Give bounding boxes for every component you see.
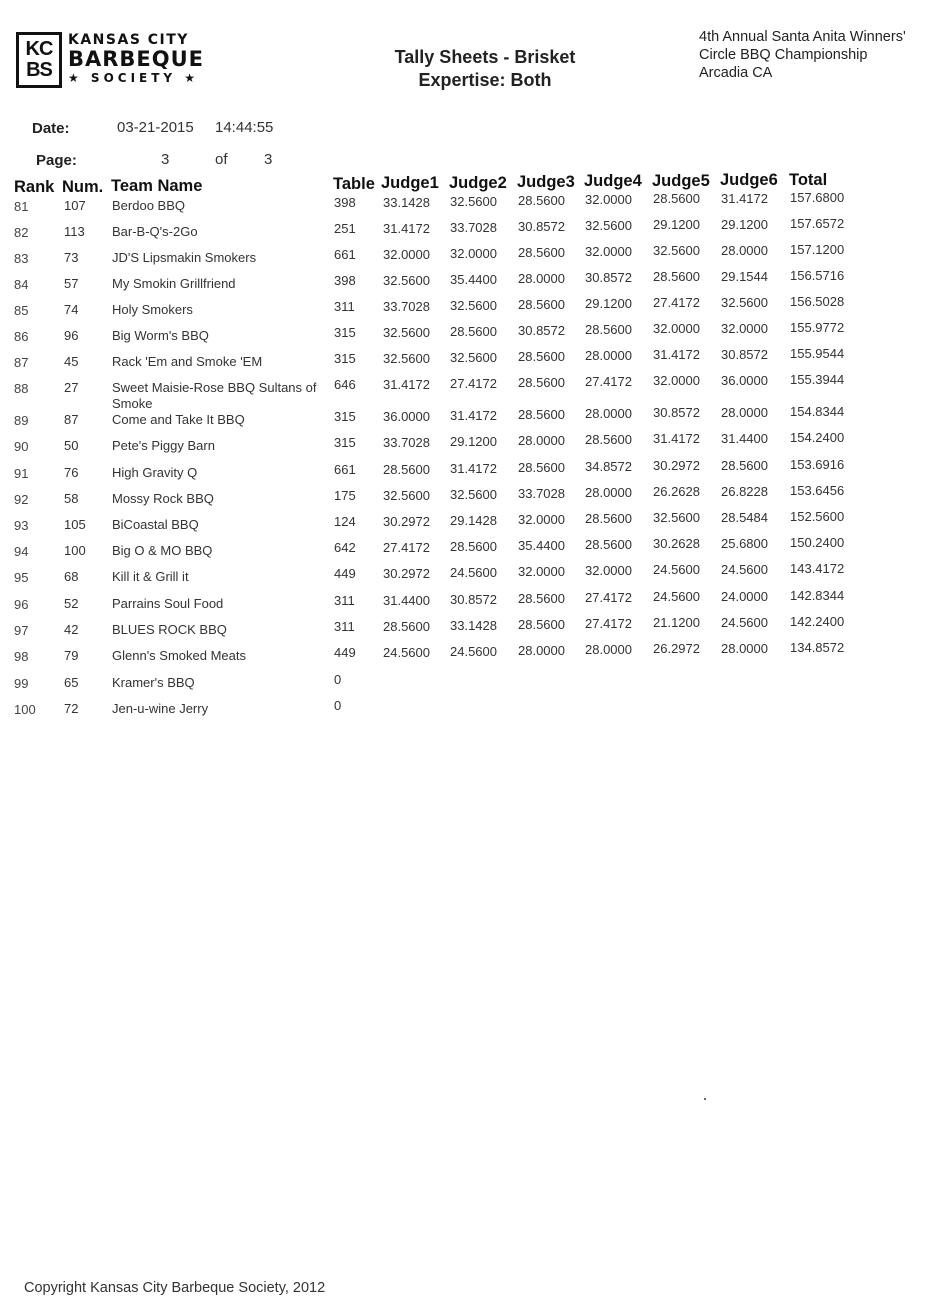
cell-rank: 88 bbox=[14, 381, 29, 396]
col-header-judge2: Judge2 bbox=[449, 174, 507, 192]
cell-judge4: 28.5600 bbox=[585, 322, 632, 337]
cell-total: 156.5716 bbox=[790, 268, 845, 283]
cell-judge2: 32.5600 bbox=[450, 194, 497, 209]
cell-table: 661 bbox=[334, 462, 356, 477]
cell-rank: 87 bbox=[14, 355, 29, 370]
cell-judge1: 33.7028 bbox=[383, 435, 430, 450]
cell-table: 311 bbox=[334, 619, 355, 634]
cell-total: 153.6916 bbox=[790, 457, 845, 472]
cell-judge5: 21.1200 bbox=[653, 615, 700, 630]
cell-judge1: 27.4172 bbox=[383, 540, 430, 555]
cell-judge4: 27.4172 bbox=[585, 590, 632, 605]
cell-total: 154.2400 bbox=[790, 430, 845, 445]
cell-team-name: BiCoastal BBQ bbox=[112, 517, 199, 532]
cell-judge5: 32.5600 bbox=[653, 510, 700, 525]
cell-rank: 98 bbox=[14, 649, 29, 664]
cell-judge1: 33.1428 bbox=[383, 195, 430, 210]
cell-judge4: 32.0000 bbox=[585, 563, 632, 578]
cell-judge1: 28.5600 bbox=[383, 462, 430, 477]
col-header-judge3: Judge3 bbox=[517, 173, 575, 191]
cell-judge3: 28.5600 bbox=[518, 349, 565, 364]
cell-rank: 84 bbox=[14, 277, 29, 292]
cell-judge5: 32.0000 bbox=[653, 373, 700, 388]
cell-total: 142.8344 bbox=[790, 588, 845, 603]
cell-judge6: 24.5600 bbox=[721, 615, 768, 630]
kcbs-logo-mark bbox=[16, 32, 62, 88]
date-label: Date: bbox=[32, 120, 70, 137]
cell-num: 27 bbox=[64, 380, 79, 395]
cell-rank: 86 bbox=[14, 329, 29, 344]
cell-table: 642 bbox=[334, 540, 356, 555]
cell-total: 150.2400 bbox=[790, 535, 845, 550]
cell-total: 134.8572 bbox=[790, 640, 845, 655]
cell-judge1: 30.2972 bbox=[383, 566, 430, 581]
cell-judge5: 29.1200 bbox=[653, 217, 700, 232]
cell-rank: 100 bbox=[14, 702, 36, 717]
cell-judge1: 33.7028 bbox=[383, 299, 430, 314]
cell-judge1: 32.5600 bbox=[383, 273, 430, 288]
cell-judge3: 32.0000 bbox=[518, 512, 565, 527]
cell-judge5: 32.5600 bbox=[653, 243, 700, 258]
cell-rank: 94 bbox=[14, 544, 29, 559]
page-label: Page: bbox=[36, 152, 77, 169]
cell-team-name: High Gravity Q bbox=[112, 465, 198, 480]
col-header-judge4: Judge4 bbox=[584, 172, 642, 190]
event-location: Arcadia CA bbox=[699, 65, 773, 81]
date-value: 03-21-2015 bbox=[117, 119, 194, 136]
cell-judge3: 32.0000 bbox=[518, 564, 565, 579]
cell-rank: 91 bbox=[14, 466, 29, 481]
cell-team-name: Berdoo BBQ bbox=[112, 198, 185, 213]
cell-total: 152.5600 bbox=[790, 509, 845, 524]
cell-total: 143.4172 bbox=[790, 561, 845, 576]
cell-judge6: 25.6800 bbox=[721, 536, 768, 551]
cell-judge5: 31.4172 bbox=[653, 431, 700, 446]
cell-total: 157.6800 bbox=[790, 190, 845, 205]
cell-judge2: 32.5600 bbox=[450, 298, 497, 313]
cell-judge2: 33.1428 bbox=[450, 618, 497, 633]
cell-table: 0 bbox=[334, 698, 342, 713]
cell-judge4: 34.8572 bbox=[585, 459, 632, 474]
cell-judge2: 32.5600 bbox=[450, 487, 497, 502]
cell-team-name: Rack 'Em and Smoke 'EM bbox=[112, 354, 263, 369]
page-of: of bbox=[215, 151, 228, 168]
cell-judge4: 32.0000 bbox=[585, 244, 632, 259]
cell-judge2: 29.1200 bbox=[450, 434, 497, 449]
cell-table: 175 bbox=[334, 488, 356, 503]
cell-judge5: 31.4172 bbox=[653, 347, 700, 362]
cell-team-name: Glenn's Smoked Meats bbox=[112, 648, 246, 663]
cell-team-name: BLUES ROCK BBQ bbox=[112, 622, 227, 637]
cell-team-name: Come and Take It BBQ bbox=[112, 412, 245, 427]
cell-judge6: 32.0000 bbox=[721, 321, 768, 336]
logo-wordmark bbox=[68, 32, 204, 86]
logo-line-3: ★ SOCIETY ★ bbox=[68, 71, 200, 85]
cell-table: 251 bbox=[334, 221, 356, 236]
cell-judge5: 30.2628 bbox=[653, 536, 700, 551]
cell-judge6: 28.0000 bbox=[721, 405, 768, 420]
cell-judge1: 36.0000 bbox=[383, 409, 430, 424]
report-subtitle: Expertise: Both bbox=[418, 70, 552, 90]
cell-num: 79 bbox=[64, 648, 79, 663]
cell-judge2: 28.5600 bbox=[450, 539, 497, 554]
cell-table: 315 bbox=[334, 325, 356, 340]
cell-rank: 81 bbox=[14, 199, 29, 214]
cell-num: 105 bbox=[64, 517, 86, 532]
cell-num: 107 bbox=[64, 198, 86, 213]
cell-num: 96 bbox=[64, 328, 79, 343]
cell-judge2: 24.5600 bbox=[450, 644, 497, 659]
cell-num: 113 bbox=[64, 224, 85, 239]
cell-judge3: 28.0000 bbox=[518, 433, 565, 448]
cell-judge6: 30.8572 bbox=[721, 347, 768, 362]
logo-initials-top: KC bbox=[25, 38, 53, 60]
cell-judge4: 28.5600 bbox=[585, 537, 632, 552]
cell-judge2: 33.7028 bbox=[450, 220, 497, 235]
cell-judge3: 33.7028 bbox=[518, 486, 565, 501]
cell-table: 398 bbox=[334, 195, 356, 210]
cell-rank: 99 bbox=[14, 676, 29, 691]
cell-rank: 95 bbox=[14, 570, 29, 585]
cell-judge3: 28.5600 bbox=[518, 375, 565, 390]
cell-judge6: 31.4172 bbox=[721, 191, 768, 206]
page-current: 3 bbox=[161, 151, 170, 168]
cell-judge3: 28.0000 bbox=[518, 643, 565, 658]
cell-judge5: 30.8572 bbox=[653, 405, 700, 420]
cell-rank: 82 bbox=[14, 225, 29, 240]
col-header-judge6: Judge6 bbox=[720, 171, 778, 189]
cell-judge5: 28.5600 bbox=[653, 269, 700, 284]
cell-table: 315 bbox=[334, 351, 356, 366]
cell-rank: 93 bbox=[14, 518, 29, 533]
cell-judge4: 32.5600 bbox=[585, 218, 632, 233]
cell-num: 72 bbox=[64, 701, 79, 716]
cell-judge3: 28.5600 bbox=[518, 297, 565, 312]
cell-team-name: Sweet Maisie-Rose BBQ Sultans of Smoke bbox=[112, 380, 317, 411]
cell-judge2: 32.0000 bbox=[450, 246, 497, 261]
cell-judge3: 28.5600 bbox=[518, 407, 565, 422]
cell-num: 87 bbox=[64, 412, 79, 427]
cell-team-name: Mossy Rock BBQ bbox=[112, 491, 214, 506]
cell-judge3: 35.4400 bbox=[518, 538, 565, 553]
col-header-team: Team Name bbox=[111, 177, 203, 195]
cell-team-name: Big O & MO BBQ bbox=[112, 543, 213, 558]
cell-num: 58 bbox=[64, 491, 79, 506]
cell-judge2: 31.4172 bbox=[450, 408, 497, 423]
cell-judge6: 24.0000 bbox=[721, 589, 768, 604]
cell-judge6: 28.0000 bbox=[721, 641, 768, 656]
cell-total: 153.6456 bbox=[790, 483, 845, 498]
cell-table: 311 bbox=[334, 593, 355, 608]
cell-team-name: JD'S Lipsmakin Smokers bbox=[112, 250, 257, 265]
cell-table: 449 bbox=[334, 645, 356, 660]
cell-judge2: 30.8572 bbox=[450, 592, 497, 607]
col-header-total: Total bbox=[789, 171, 828, 189]
cell-total: 157.1200 bbox=[790, 242, 845, 257]
cell-judge5: 28.5600 bbox=[653, 191, 700, 206]
cell-judge4: 27.4172 bbox=[585, 374, 632, 389]
cell-judge1: 30.2972 bbox=[383, 514, 430, 529]
cell-team-name: Pete's Piggy Barn bbox=[112, 438, 215, 453]
cell-table: 315 bbox=[334, 435, 356, 450]
cell-judge3: 30.8572 bbox=[518, 323, 565, 338]
cell-rank: 92 bbox=[14, 492, 29, 507]
cell-judge1: 32.5600 bbox=[383, 325, 430, 340]
cell-judge5: 26.2628 bbox=[653, 484, 700, 499]
cell-judge1: 32.5600 bbox=[383, 351, 430, 366]
cell-judge1: 31.4172 bbox=[383, 377, 430, 392]
cell-num: 42 bbox=[64, 622, 79, 637]
cell-total: 154.8344 bbox=[790, 404, 845, 419]
cell-judge2: 27.4172 bbox=[450, 376, 497, 391]
report-title: Tally Sheets - Brisket bbox=[394, 47, 576, 67]
logo-line-1: KANSAS CITY bbox=[68, 32, 189, 48]
cell-judge4: 29.1200 bbox=[585, 296, 632, 311]
cell-judge3: 28.0000 bbox=[518, 271, 565, 286]
col-header-rank: Rank bbox=[14, 178, 55, 196]
cell-judge5: 24.5600 bbox=[653, 589, 700, 604]
scan-speck bbox=[704, 1098, 706, 1100]
cell-judge5: 30.2972 bbox=[653, 458, 700, 473]
cell-team-name: Parrains Soul Food bbox=[112, 596, 224, 611]
cell-judge2: 24.5600 bbox=[450, 565, 497, 580]
cell-judge6: 24.5600 bbox=[721, 562, 768, 577]
cell-rank: 90 bbox=[14, 439, 29, 454]
cell-judge1: 32.0000 bbox=[383, 247, 430, 262]
cell-judge6: 36.0000 bbox=[721, 373, 768, 388]
cell-table: 449 bbox=[334, 566, 356, 581]
col-header-judge5: Judge5 bbox=[652, 172, 710, 190]
cell-team-name: Jen-u-wine Jerry bbox=[112, 701, 209, 716]
page-total: 3 bbox=[264, 151, 273, 168]
cell-judge4: 28.0000 bbox=[585, 348, 632, 363]
cell-judge2: 35.4400 bbox=[450, 272, 497, 287]
cell-table: 0 bbox=[334, 672, 342, 687]
cell-judge6: 26.8228 bbox=[721, 484, 768, 499]
cell-team-name: Kramer's BBQ bbox=[112, 675, 195, 690]
cell-table: 661 bbox=[334, 247, 356, 262]
cell-judge4: 30.8572 bbox=[585, 270, 632, 285]
cell-rank: 96 bbox=[14, 597, 29, 612]
cell-judge3: 28.5600 bbox=[518, 460, 565, 475]
col-header-judge1: Judge1 bbox=[381, 174, 439, 192]
cell-judge6: 28.0000 bbox=[721, 243, 768, 258]
cell-judge1: 28.5600 bbox=[383, 619, 430, 634]
cell-judge1: 32.5600 bbox=[383, 488, 430, 503]
cell-judge6: 31.4400 bbox=[721, 431, 768, 446]
cell-rank: 83 bbox=[14, 251, 29, 266]
cell-num: 100 bbox=[64, 543, 86, 558]
cell-judge5: 32.0000 bbox=[653, 321, 700, 336]
cell-team-name: Kill it & Grill it bbox=[112, 569, 189, 584]
cell-judge2: 28.5600 bbox=[450, 324, 497, 339]
cell-team-name: Bar-B-Q's-2Go bbox=[112, 224, 198, 239]
cell-total: 157.6572 bbox=[790, 216, 845, 231]
cell-judge2: 32.5600 bbox=[450, 350, 497, 365]
cell-num: 73 bbox=[64, 250, 79, 265]
cell-judge3: 28.5600 bbox=[518, 591, 565, 606]
logo-line-2: BARBEQUE bbox=[68, 47, 205, 71]
cell-judge6: 28.5484 bbox=[721, 510, 768, 525]
cell-judge6: 29.1200 bbox=[721, 217, 768, 232]
cell-num: 50 bbox=[64, 438, 79, 453]
cell-judge6: 32.5600 bbox=[721, 295, 768, 310]
cell-judge5: 24.5600 bbox=[653, 562, 700, 577]
cell-team-name: My Smokin Grillfriend bbox=[112, 276, 236, 291]
cell-judge3: 30.8572 bbox=[518, 219, 565, 234]
cell-judge2: 29.1428 bbox=[450, 513, 497, 528]
cell-judge3: 28.5600 bbox=[518, 617, 565, 632]
cell-judge1: 31.4172 bbox=[383, 221, 430, 236]
cell-team-name: Holy Smokers bbox=[112, 302, 193, 317]
cell-table: 311 bbox=[334, 299, 355, 314]
col-header-table: Table bbox=[333, 175, 375, 193]
cell-total: 142.2400 bbox=[790, 614, 845, 629]
cell-judge4: 32.0000 bbox=[585, 192, 632, 207]
cell-num: 68 bbox=[64, 569, 79, 584]
time-value: 14:44:55 bbox=[215, 119, 274, 136]
col-header-num: Num. bbox=[62, 178, 104, 196]
cell-total: 155.9544 bbox=[790, 346, 845, 361]
cell-judge6: 29.1544 bbox=[721, 269, 768, 284]
cell-table: 315 bbox=[334, 409, 356, 424]
cell-judge4: 28.5600 bbox=[585, 511, 632, 526]
cell-total: 155.9772 bbox=[790, 320, 845, 335]
cell-judge3: 28.5600 bbox=[518, 245, 565, 260]
kcbs-logo bbox=[16, 32, 231, 90]
cell-judge4: 28.5600 bbox=[585, 432, 632, 447]
cell-table: 124 bbox=[334, 514, 356, 529]
cell-judge5: 26.2972 bbox=[653, 641, 700, 656]
logo-initials-bottom: BS bbox=[26, 59, 52, 81]
cell-num: 76 bbox=[64, 465, 79, 480]
cell-team-name: Big Worm's BBQ bbox=[112, 328, 209, 343]
cell-judge1: 24.5600 bbox=[383, 645, 430, 660]
cell-num: 65 bbox=[64, 675, 79, 690]
cell-rank: 85 bbox=[14, 303, 29, 318]
cell-rank: 89 bbox=[14, 413, 29, 428]
cell-total: 156.5028 bbox=[790, 294, 845, 309]
cell-num: 52 bbox=[64, 596, 79, 611]
cell-judge1: 31.4400 bbox=[383, 593, 430, 608]
cell-judge3: 28.5600 bbox=[518, 193, 565, 208]
cell-num: 45 bbox=[64, 354, 79, 369]
cell-num: 74 bbox=[64, 302, 79, 317]
cell-judge2: 31.4172 bbox=[450, 461, 497, 476]
cell-table: 646 bbox=[334, 377, 356, 392]
cell-judge5: 27.4172 bbox=[653, 295, 700, 310]
cell-judge4: 28.0000 bbox=[585, 642, 632, 657]
event-name-line-2: Circle BBQ Championship bbox=[699, 47, 868, 63]
cell-rank: 97 bbox=[14, 623, 29, 638]
cell-total: 155.3944 bbox=[790, 372, 845, 387]
cell-table: 398 bbox=[334, 273, 356, 288]
copyright-notice: Copyright Kansas City Barbeque Society, 2012 bbox=[24, 1280, 326, 1296]
cell-judge4: 28.0000 bbox=[585, 406, 632, 421]
event-name-line-1: 4th Annual Santa Anita Winners' bbox=[699, 29, 906, 45]
cell-judge4: 28.0000 bbox=[585, 485, 632, 500]
cell-judge4: 27.4172 bbox=[585, 616, 632, 631]
cell-judge6: 28.5600 bbox=[721, 458, 768, 473]
cell-num: 57 bbox=[64, 276, 79, 291]
